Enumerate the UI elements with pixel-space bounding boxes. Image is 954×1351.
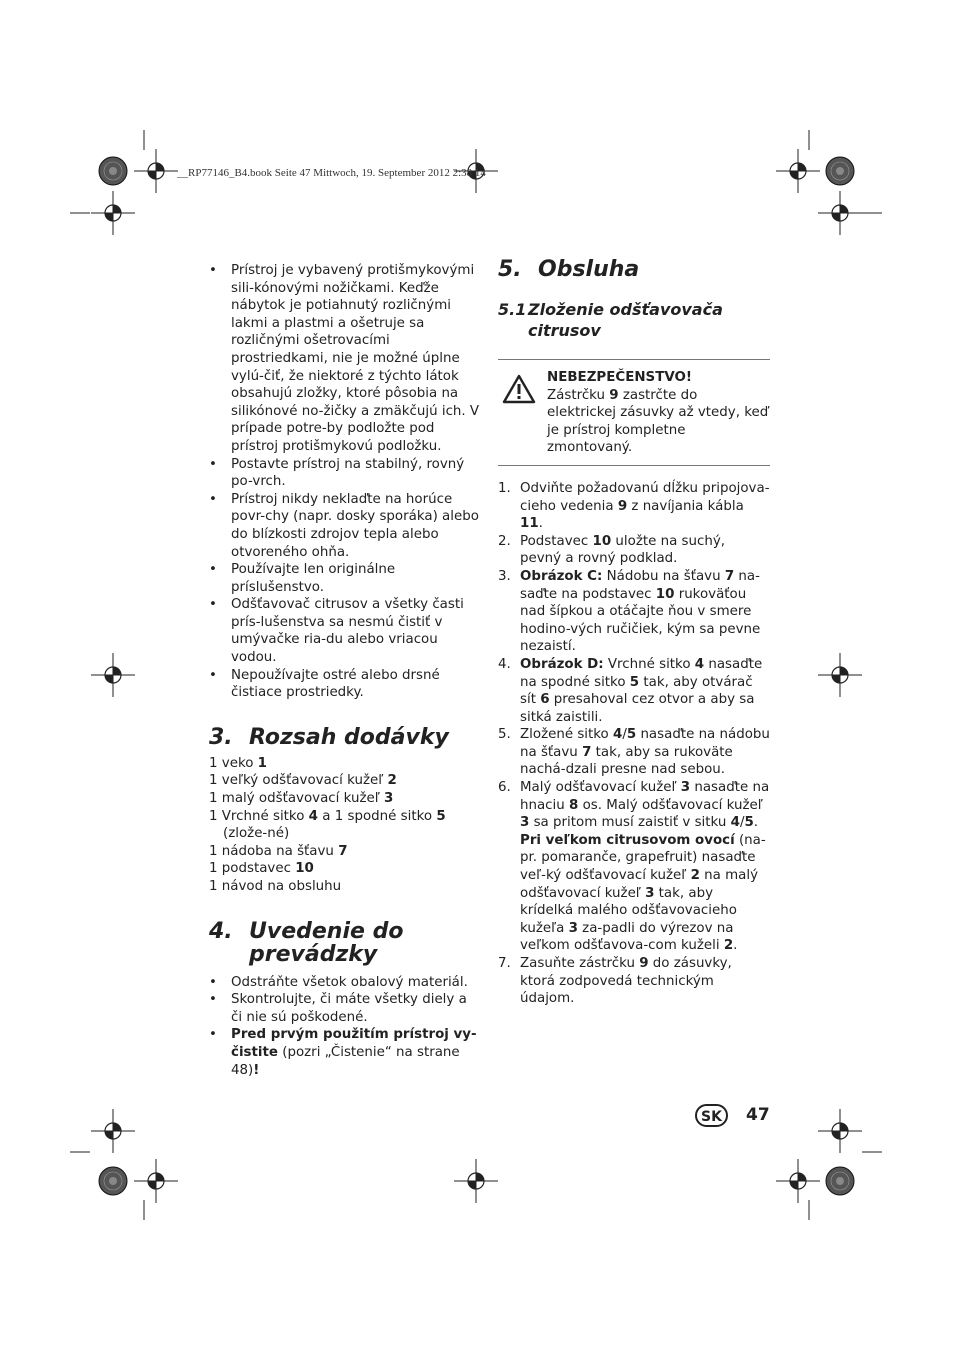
warning-text: Zástrčku 9 zastrčte do elektrickej zásuvky až vtedy, keď je prístroj kompletne zmontovaný. [547,387,769,456]
list-item: 1. Odviňte požadovanú dĺžku pripojova-cieho vedenia 9 z navíjania kábla 11. [498,480,770,532]
section-number: 3. [209,724,233,750]
print-header: __RP77146_B4.book Seite 47 Mittwoch, 19. September 2012 2:38 14 [177,167,486,179]
page-number: 47 [746,1105,770,1125]
list-item: • Pred prvým použitím prístroj vy-čistite (pozri „Čistenie“ na strane 48)! [209,1026,481,1079]
list-item: 1 veko 1 [209,755,267,771]
list-item: 1 malý odšťavovací kužeľ 3 [209,791,394,807]
list-item: • Prístroj je vybavený protišmykovými sili-kónovými nožičkami. Keďže nábytok je potiahnutý rozličnými lakmi a plastmi a ošetruje sa rozličnými ošetrovacími prostriedkami, nie je možné úplne vylú-čiť, že niektoré z týchto látok obsahujú zložky, ktoré pôsobia na silikónové no-žičky a zmäkčujú ich. V prípade potre-by podložte pod prístroj protišmykovú podložku. [209,262,481,456]
subsection-number: 5.1 [498,300,527,319]
section-number: 4. [209,918,233,944]
list-item: • Nepoužívajte ostré alebo drsné čistiace prostriedky. [209,667,481,702]
section-heading-3 [209,726,481,749]
list-item: 1 podstavec 10 [209,861,314,877]
section-heading-4 [209,920,481,966]
section-title: Rozsah dodávky [249,724,449,750]
section-title-cont: prevádzky [249,941,378,967]
section-heading-5 [498,258,770,281]
list-item: • Odstráňte všetok obalový materiál. [209,974,481,992]
list-item: • Používajte len originálne príslušenstvo. [209,561,481,596]
section-number: 5. [498,257,522,282]
list-item: 6. Malý odšťavovací kužeľ 3 nasaďte na hnaciu 8 os. Malý odšťavovací kužeľ 3 sa pritom musí zaistiť v sitku 4/5. Pri veľkom citrusovom ovocí (na-pr. pomaranče, grapefruit) nasaďte veľ-ký odšťavovací kužeľ 2 na malý odšťavovací kužeľ 3 tak, aby krídelká malého odšťavovacieho kužeľa 3 za-padli do výrezov na veľkom odšťavova-com kuželi 2. [498,780,770,954]
section-title: Uvedenie do [249,918,404,944]
list-item: 7. Zasuňte zástrčku 9 do zásuvky, ktorá zodpovedá technickým údajom. [498,956,732,1007]
danger-warning-box [498,359,770,466]
language-badge: SK [695,1104,728,1127]
subsection-title: Zloženie odšťavovača [528,300,723,319]
list-item: 3. Obrázok C: Nádobu na šťavu 7 na-saďte na podstavec 10 rukoväťou nad šípkou a otáčajte ňou v smere hodino-vých ručičiek, kým sa pevne nezaistí. [498,568,761,655]
subsection-title-cont: citrusov [528,321,601,340]
list-item: • Prístroj nikdy neklaďte na horúce povr-chy (napr. dosky sporáka) alebo do blízkosti zdrojov tepla alebo otvoreného ohňa. [209,491,481,561]
startup-bullet-list [209,974,481,1080]
subsection-heading-5-1 [498,299,770,341]
section-title: Obsluha [538,257,640,282]
list-item: • Odšťavovač citrusov a všetky časti prís-lušenstva sa nesmú čistiť v umývačke ria-du alebo vriacou vodou. [209,596,481,666]
safety-bullet-list [209,262,481,702]
assembly-steps [498,480,770,1008]
list-item: 4. Obrázok D: Vrchné sitko 4 nasaďte na spodné sitko 5 tak, aby otvárač sít 6 presahoval cez otvor a aby sa sitká zaistili. [498,656,763,725]
list-item: • Postavte prístroj na stabilný, rovný po-vrch. [209,456,481,491]
warning-title: NEBEZPEČENSTVO! [547,370,692,385]
list-item: 1 nádoba na šťavu 7 [209,843,348,859]
list-item: 1 veľký odšťavovací kužeľ 2 [209,773,397,789]
list-item: 1 Vrchné sitko 4 a 1 spodné sitko 5 (zlože-né) [209,808,446,842]
warning-triangle-icon [502,374,536,404]
right-column [498,258,770,1008]
delivery-list [209,755,481,896]
list-item: 5. Zložené sitko 4/5 nasaďte na nádobu na šťavu 7 tak, aby sa rukoväte nachá-dzali presne nad sebou. [498,727,770,778]
list-item: 1 návod na obsluhu [209,879,342,894]
list-item: 2. Podstavec 10 uložte na suchý, pevný a rovný podklad. [498,533,726,567]
list-item: • Skontrolujte, či máte všetky diely a či nie sú poškodené. [209,991,481,1026]
left-column [209,262,481,1079]
